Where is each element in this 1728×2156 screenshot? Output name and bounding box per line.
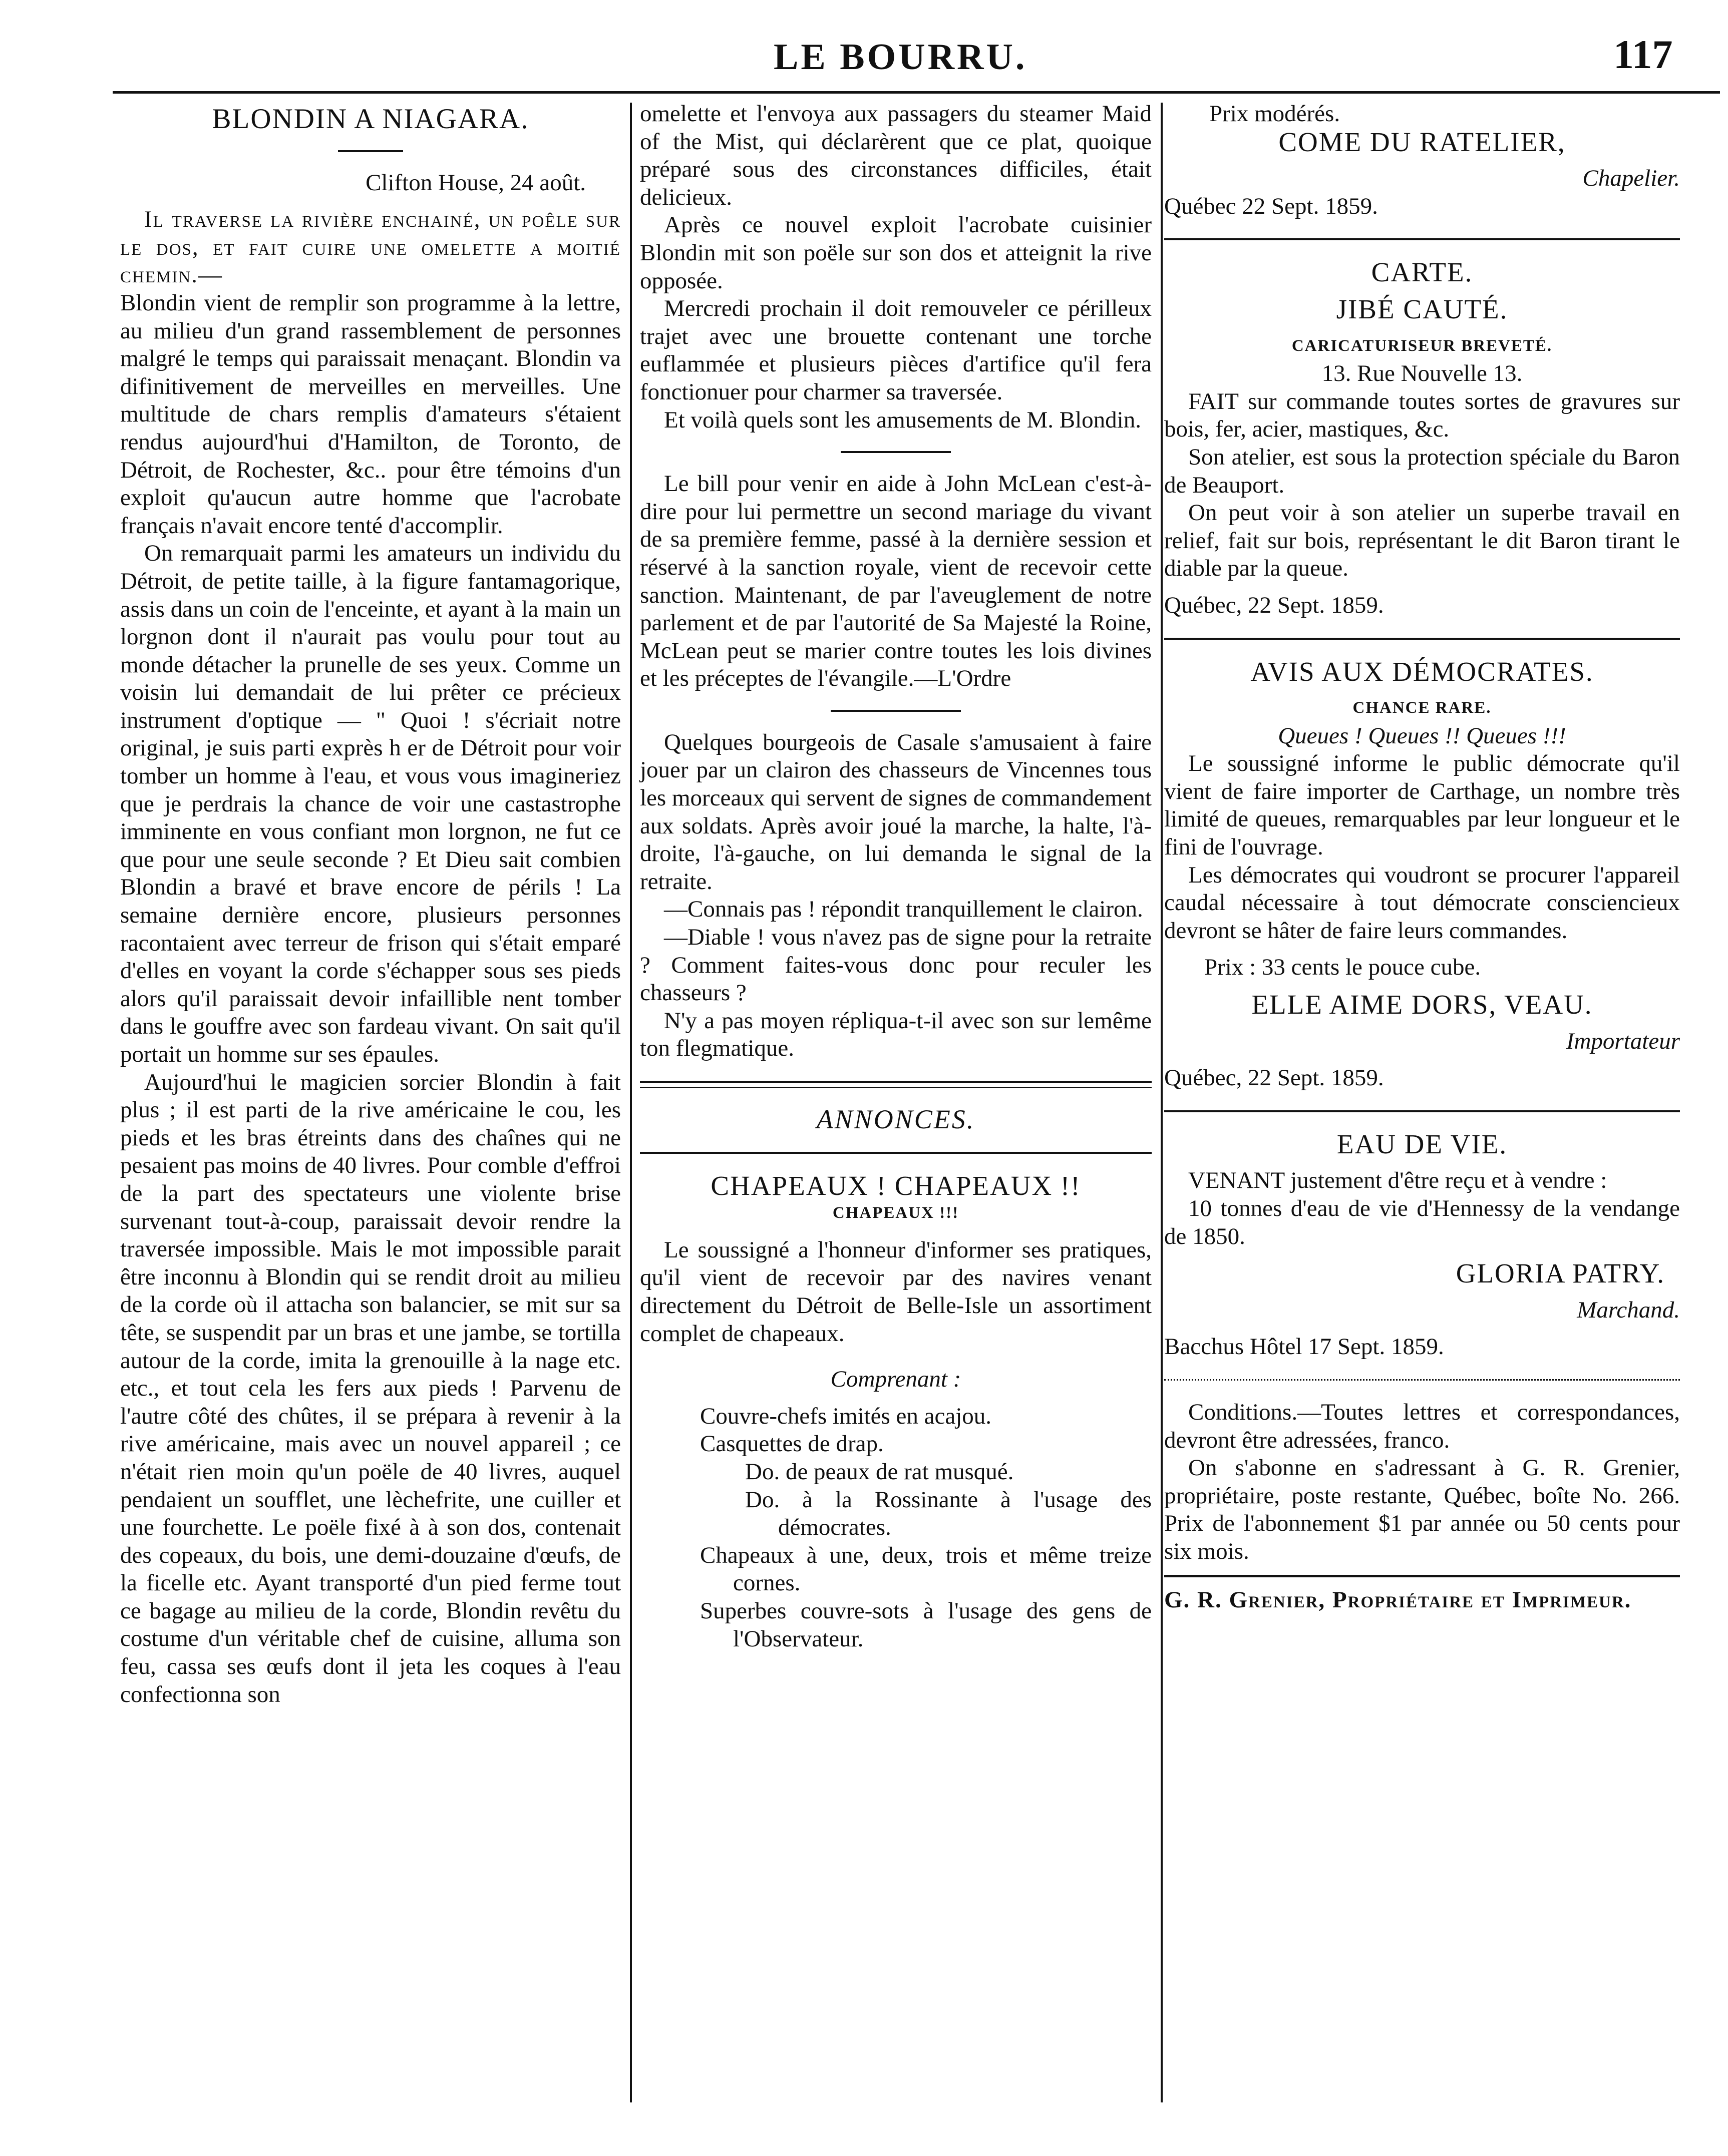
- avis-importer-name: ELLE AIME DORS, VEAU.: [1251, 989, 1593, 1020]
- list-item: Couvre-chefs imités en acajou.: [700, 1403, 992, 1429]
- eau-paragraph: VENANT justement d'être reçu et à vendre :: [1188, 1167, 1607, 1194]
- article-paragraph: On remarquait parmi les amateurs un individu du Détroit, de petite taille, à la figure fantamagorique, assis dans un coin de l'enceinte, et ayant à la main un lorgnon dont il n'aurait pas voulu pour tout au monde détacher la prunelle de ses yeux. Comme un voisin lui demandait de lui prêter ce précieux instrument d'optique — " Quoi ! s'écriait notre original, je suis parti exprès h er de Détroit pour voir tomber un homme à l'eau, et vous vous imagineriez que je perdrais la chance de voir une castastrophe imminente en vous confiant mon lorgnon, ne fut ce que pour une seule seconde ? Et Dieu sait combien Blondin a bravé et brave encore de périls ! La semaine dernière encore, plusieurs personnes racontaient avec terreur de frison qui s'était emparé d'elles en voyant la corde s'échapper sous ses pieds alors qu'il paraissait devoir infaillible nent tomber dans le gouffre avec son fardeau vivant. On sait qu'il portait un homme sur ses épaules.: [120, 540, 621, 1067]
- carte-paragraph: Son atelier, est sous la protection spéciale du Baron de Beauport.: [1164, 444, 1680, 498]
- article-paragraph: Blondin vient de remplir son programme à la lettre, au milieu d'un grand rassemblement de personnes malgré le temps qui paraissait menaçant. Blondin va difinitivement de merveilles en merveilles. Une multitude de chars remplis d'amateurs s'étaient rendus aujourd'hui d'Hamilton, de Toronto, de Détroit, de Rochester, &c.. pour être témoins d'un exploit qu'aucun autre homme que l'acrobate français n'avait encore tenté d'accomplir.: [120, 289, 621, 539]
- avis-paragraph: Les démocrates qui voudront se procurer l'appareil caudal nécessaire à tout démocrate consciencieux devront se hâter de faire leurs commandes.: [1164, 861, 1680, 944]
- short-rule: [831, 710, 961, 712]
- annonces-heading: ANNONCES.: [816, 1104, 975, 1134]
- section-rule: [1164, 238, 1680, 240]
- carte-paragraph: On peut voir à son atelier un superbe travail en relief, fait sur bois, représentant le dit Baron tirant le diable par la queue.: [1164, 500, 1680, 582]
- eau-date: Bacchus Hôtel 17 Sept. 1859.: [1164, 1334, 1444, 1360]
- list-item: Do. de peaux de rat musqué.: [745, 1458, 1014, 1485]
- carte-date: Québec, 22 Sept. 1859.: [1164, 592, 1384, 618]
- column-1: [120, 100, 621, 1708]
- chapeaux-subtitle: CHAPEAUX !!!: [832, 1204, 959, 1222]
- column-3: [1164, 100, 1680, 1614]
- section-rule: [1164, 638, 1680, 640]
- header-rule: [113, 91, 1720, 94]
- conditions-paragraph: Conditions.—Toutes lettres et correspondances, devront être adressées, franco.: [1164, 1399, 1680, 1453]
- list-item: Superbes couvre-sots à l'usage des gens de l'Observateur.: [700, 1597, 1152, 1652]
- bill-paragraph: Le bill pour venir en aide à John McLean c'est-à-dire pour lui permettre un second mariage du vivant de sa première femme, passé à la dernière session et réservé à la sanction royale, vient de recevoir cette sanction. Maintenant, de par l'aveuglement de notre parlement et de par l'autorité de Sa Majesté la Roine, McLean peut se marier contre toutes les lois divines et les préceptes de l'évangile.—L'Ordre: [640, 471, 1152, 692]
- avis-price: Prix : 33 cents le pouce cube.: [1204, 954, 1481, 981]
- article-paragraph: Et voilà quels sont les amusements de M. Blondin.: [664, 406, 1141, 433]
- lead-in: Il traverse la rivière enchainé, un poêle sur le dos, et fait cuire une omelette a moitié chemin.—: [120, 206, 621, 288]
- running-head: [0, 31, 1728, 91]
- list-item: Chapeaux à une, deux, trois et même treize cornes.: [700, 1542, 1152, 1596]
- short-rule: [338, 150, 403, 152]
- chapeaux-paragraph: Le soussigné a l'honneur d'informer ses pratiques, qu'il vient de recevoir par des navires venant directement du Détroit de Belle-Isle un assortiment complet de chapeaux.: [640, 1236, 1152, 1347]
- short-rule: [841, 451, 951, 453]
- eau-merchant-name: GLORIA PATRY.: [1456, 1258, 1665, 1289]
- section-rule: [1164, 1575, 1680, 1577]
- column-rule-1: [630, 103, 632, 2102]
- casale-paragraph: N'y a pas moyen répliqua-t-il avec son sur lemême ton flegmatique.: [640, 1007, 1152, 1062]
- article-paragraph: Aujourd'hui le magicien sorcier Blondin à fait plus ; il est parti de la rive américaine le cou, les pieds et les bras étreints dans des chaînes qui ne pesaient pas moins de 40 livres. Pour comble d'effroi de la part des spectateurs une violente brise survenant tout-à-coup, paraissait devoir rendre la traversée impossible. Mais le mot impossible parait être inconnu à Blondin qui se rendit droit au milieu de la corde où il attacha son balancier, se mit sur sa tête, se suspendit par un bras et une jambe, se tortilla autour de la corde, imita la grenouille à la nage etc. etc., et tout cela les fers aux pieds ! Parvenu de l'autre côté des chûtes, il se prépara à revenir à la rive américaine, mais avec un nouvel appareil ; ce n'était rien moin qu'un poële de 40 livres, auquel pendaient un soufflet, une lèchefrite, une cuiller et une fourchette. Le poële fixé à à son dos, contenait des copeaux, du bois, une demi-douzaine d'œufs, de la ficelle etc. Ayant transporté d'un pied ferme tout ce bagage au milieu de la corde, Blondin revêtu du costume d'un véritable chef de cuisine, alluma son feu, cassa ses œufs dont il jeta les coques à l'eau confectionna son: [120, 1069, 621, 1707]
- chapeaux-title: CHAPEAUX ! CHAPEAUX !!: [711, 1170, 1081, 1201]
- conditions-paragraph: On s'abonne en s'adressant à G. R. Grenier, propriétaire, poste restante, Québec, boîte No. 266. Prix de l'abonnement $1 par année ou 50 cents pour six mois.: [1164, 1455, 1680, 1564]
- eau-role: Marchand.: [1577, 1297, 1680, 1323]
- wavy-rule: [1164, 1379, 1680, 1381]
- carte-name: JIBÉ CAUTÉ.: [1336, 293, 1508, 324]
- carte-paragraph: FAIT sur commande toutes sortes de gravures sur bois, fer, acier, mastiques, &c.: [1164, 388, 1680, 443]
- ad-date: Québec 22 Sept. 1859.: [1164, 193, 1378, 219]
- page-number: 117: [1613, 32, 1673, 77]
- article-title-blondin: BLONDIN A NIAGARA.: [212, 103, 529, 135]
- hat-list: [700, 1403, 1152, 1653]
- ad-role: Chapelier.: [1582, 165, 1680, 192]
- dateline: Clifton House, 24 août.: [366, 169, 586, 196]
- newspaper-title: LE BOURRU.: [774, 37, 1027, 78]
- carte-address: 13. Rue Nouvelle 13.: [1321, 360, 1523, 387]
- column-2: [640, 100, 1152, 1653]
- comprenant-label: Comprenant :: [830, 1366, 961, 1393]
- double-rule: [640, 1081, 1152, 1088]
- avis-role: Importateur: [1566, 1028, 1680, 1054]
- avis-title: AVIS AUX DÉMOCRATES.: [1250, 656, 1594, 687]
- avis-subtitle: CHANCE RARE.: [1352, 699, 1492, 717]
- ad-price-note: Prix modérés.: [1209, 101, 1340, 127]
- carte-title: CARTE.: [1371, 257, 1473, 288]
- casale-paragraph: —Diable ! vous n'avez pas de signe pour la retraite ? Comment faites-vous donc pour reculer les chasseurs ?: [640, 924, 1152, 1006]
- ad-name-ratelier: COME DU RATELIER,: [1278, 126, 1566, 157]
- list-item: Do. à la Rossinante à l'usage des démocrates.: [745, 1486, 1152, 1541]
- avis-date: Québec, 22 Sept. 1859.: [1164, 1065, 1384, 1091]
- article-paragraph: Après ce nouvel exploit l'acrobate cuisinier Blondin mit son poële sur son dos et atteignit la rive opposée.: [640, 212, 1152, 294]
- section-rule: [1164, 1110, 1680, 1112]
- avis-tagline: Queues ! Queues !! Queues !!!: [1278, 722, 1566, 749]
- article-paragraph: Mercredi prochain il doit remouveler ce périlleux trajet avec une brouette contenant une torche euflammée et plusieurs pièces d'artifice qu'il fera fonctionuer pour charmer sa traversée.: [640, 295, 1152, 405]
- article-paragraph: omelette et l'envoya aux passagers du steamer Maid of the Mist, qui déclarèrent que ce plat, quoique préparé sous des circonstances difficiles, était delicieux.: [640, 101, 1152, 210]
- avis-paragraph: Le soussigné informe le public démocrate qu'il vient de faire importer de Carthage, un nombre très limité de queues, remarquables par leur longueur et le fini de l'ouvrage.: [1164, 750, 1680, 860]
- column-rule-2: [1161, 103, 1163, 2102]
- section-rule: [640, 1152, 1152, 1154]
- eau-title: EAU DE VIE.: [1336, 1128, 1508, 1159]
- casale-paragraph: Quelques bourgeois de Casale s'amusaient à faire jouer par un clairon des chasseurs de Vincennes tous les morceaux qui servent de signes de commandement aux soldats. Après avoir joué la marche, la halte, l'à-droite, l'à-gauche, on lui demanda le signal de la retraite.: [640, 729, 1152, 895]
- eau-paragraph: 10 tonnes d'eau de vie d'Hennessy de la vendange de 1850.: [1164, 1195, 1680, 1249]
- carte-role: CARICATURISEUR BREVETÉ.: [1291, 336, 1553, 355]
- list-item: Casquettes de drap.: [700, 1431, 884, 1457]
- casale-paragraph: —Connais pas ! répondit tranquillement le clairon.: [664, 896, 1143, 923]
- imprint: G. R. Grenier, Propriétaire et Imprimeur.: [1164, 1586, 1632, 1613]
